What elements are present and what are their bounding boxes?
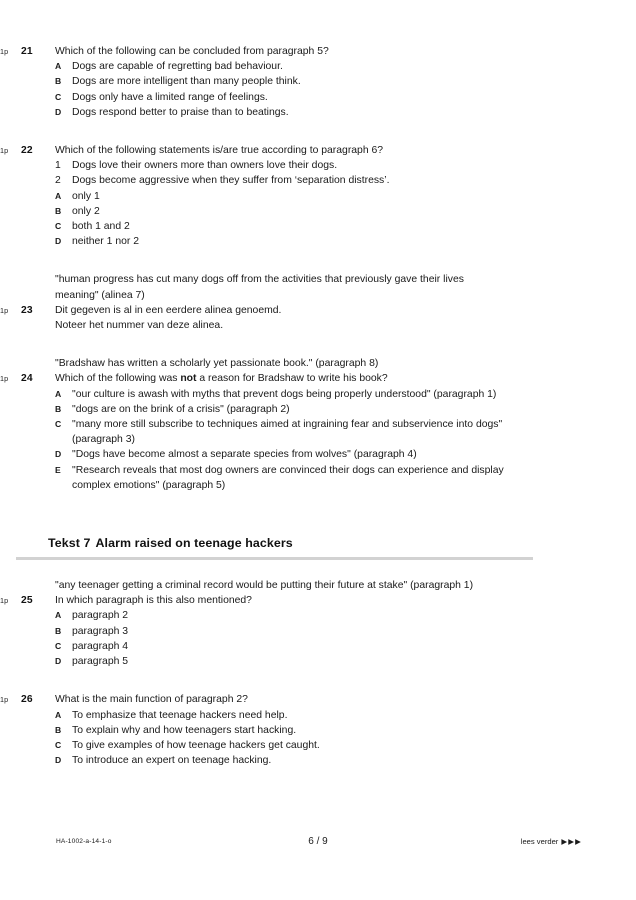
option-key: D xyxy=(55,755,62,766)
triangle-right-icon: ▶▶▶ xyxy=(561,837,582,846)
question-22-number: 22 xyxy=(21,145,33,157)
option-key: D xyxy=(55,106,62,117)
option-item[interactable] xyxy=(55,738,636,753)
option-key: C xyxy=(55,221,62,232)
question-23-number: 23 xyxy=(21,304,33,316)
option-item[interactable] xyxy=(55,90,636,105)
option-item[interactable] xyxy=(55,753,636,768)
page-footer xyxy=(0,836,636,856)
statement-key: 1 xyxy=(55,160,61,172)
option-item[interactable] xyxy=(55,189,636,204)
option-item[interactable] xyxy=(55,417,636,447)
option-text: only 1 xyxy=(72,190,100,202)
option-key: B xyxy=(55,403,62,414)
statement-text: Dogs become aggressive when they suffer from ‘separation distress’. xyxy=(72,175,390,187)
option-item[interactable] xyxy=(55,463,636,493)
exam-code: HA-1002-a-14-1-o xyxy=(56,838,112,845)
option-text: paragraph 3 xyxy=(72,625,129,637)
option-text: To introduce an expert on teenage hacking. xyxy=(72,755,272,767)
question-25-number: 25 xyxy=(21,595,33,607)
question-26-stem: What is the main function of paragraph 2? xyxy=(55,694,248,706)
option-text: To explain why and how teenagers start hacking. xyxy=(72,724,297,736)
question-23-quote-block xyxy=(0,272,636,302)
option-key: B xyxy=(55,625,62,636)
option-text: paragraph 4 xyxy=(72,640,129,652)
question-24-quote-block xyxy=(0,356,636,371)
option-text: Dogs are capable of regretting bad behaviour. xyxy=(72,61,283,73)
question-26 xyxy=(0,692,636,768)
option-item[interactable] xyxy=(55,402,636,417)
question-22-stem: Which of the following statements is/are true according to paragraph 6? xyxy=(55,145,384,157)
option-text: paragraph 2 xyxy=(72,610,129,622)
option-item[interactable] xyxy=(55,387,636,402)
option-text: To emphasize that teenage hackers need help. xyxy=(72,709,288,721)
question-23-instruction-line2: Noteer het nummer van deze alinea. xyxy=(55,320,224,332)
option-key: E xyxy=(55,464,61,475)
option-key: A xyxy=(55,61,62,72)
continue-notice xyxy=(521,837,582,846)
option-text: To give examples of how teenage hackers get caught. xyxy=(72,739,320,751)
heading-divider xyxy=(16,557,533,560)
option-key: C xyxy=(55,91,62,102)
option-key: B xyxy=(55,76,62,87)
statement-text: Dogs love their owners more than owners love their dogs. xyxy=(72,160,338,172)
option-key: D xyxy=(55,449,62,460)
question-23-quote: "human progress has cut many dogs off from the activities that previously gave their lives meaning" (alinea 7) xyxy=(55,274,464,301)
option-key: D xyxy=(55,656,62,667)
statement-item xyxy=(55,158,636,173)
option-item[interactable] xyxy=(55,105,636,120)
option-key: A xyxy=(55,190,62,201)
option-text: only 2 xyxy=(72,205,100,217)
page-number: 6 / 9 xyxy=(308,836,328,847)
question-26-options xyxy=(55,708,636,769)
question-26-marks: 1p xyxy=(0,695,9,705)
question-22-marks: 1p xyxy=(0,146,9,156)
question-25-marks: 1p xyxy=(0,596,9,606)
question-26-number: 26 xyxy=(21,694,33,706)
option-key: C xyxy=(55,739,62,750)
option-item[interactable] xyxy=(55,204,636,219)
option-item[interactable] xyxy=(55,608,636,623)
option-item[interactable] xyxy=(55,234,636,249)
option-text: Dogs only have a limited range of feelings. xyxy=(72,91,268,103)
question-24-stem-before: Which of the following was xyxy=(55,373,181,385)
question-22-statements xyxy=(55,158,636,188)
option-key: B xyxy=(55,724,62,735)
question-25-options xyxy=(55,608,636,669)
statement-item xyxy=(55,173,636,188)
question-24-stem-emphasis: not xyxy=(180,373,197,385)
question-25 xyxy=(0,593,636,669)
question-23-marks: 1p xyxy=(0,305,9,315)
text-section-heading xyxy=(16,535,533,560)
option-text: "Research reveals that most dog owners are convinced their dogs can experience and display complex emotions" (paragraph 5) xyxy=(72,464,504,491)
option-item[interactable] xyxy=(55,708,636,723)
question-24-quote: "Bradshaw has written a scholarly yet passionate book." (paragraph 8) xyxy=(55,358,379,370)
question-21 xyxy=(0,44,636,120)
question-21-stem: Which of the following can be concluded from paragraph 5? xyxy=(55,46,329,57)
statement-key: 2 xyxy=(55,175,61,187)
question-24-options xyxy=(55,387,636,493)
option-key: C xyxy=(55,640,62,651)
question-21-options xyxy=(55,59,636,120)
question-25-quote: "any teenager getting a criminal record would be putting their future at stake" (paragraph 1) xyxy=(55,580,474,592)
question-24-number: 24 xyxy=(21,373,33,385)
option-item[interactable] xyxy=(55,654,636,669)
question-24-stem xyxy=(55,371,636,386)
option-item[interactable] xyxy=(55,447,636,462)
option-key: A xyxy=(55,610,62,621)
option-key: D xyxy=(55,236,62,247)
option-key: A xyxy=(55,388,62,399)
option-key: B xyxy=(55,205,62,216)
option-item[interactable] xyxy=(55,59,636,74)
question-25-quote-block xyxy=(0,578,636,593)
option-text: "dogs are on the brink of a crisis" (paragraph 2) xyxy=(72,403,290,415)
question-21-number: 21 xyxy=(21,46,33,57)
option-text: neither 1 nor 2 xyxy=(72,236,140,248)
question-22-options xyxy=(55,189,636,250)
option-key: A xyxy=(55,709,62,720)
text-section-title: Alarm raised on teenage hackers xyxy=(95,536,293,551)
option-item[interactable] xyxy=(55,219,636,234)
option-item[interactable] xyxy=(55,723,636,738)
question-25-stem: In which paragraph is this also mentioned? xyxy=(55,595,252,607)
option-text: "our culture is awash with myths that prevent dogs being properly understood" (paragraph 1) xyxy=(72,388,497,400)
option-item[interactable] xyxy=(55,639,636,654)
option-text: Dogs are more intelligent than many people think. xyxy=(72,76,301,88)
question-24-stem-after: a reason for Bradshaw to write his book? xyxy=(196,373,388,385)
option-text: "Dogs have become almost a separate species from wolves" (paragraph 4) xyxy=(72,449,417,461)
option-item[interactable] xyxy=(55,74,636,89)
question-23 xyxy=(0,303,636,333)
option-key: C xyxy=(55,419,62,430)
text-section-label: Tekst 7 xyxy=(48,536,91,551)
option-text: Dogs respond better to praise than to beatings. xyxy=(72,106,289,118)
question-24-marks: 1p xyxy=(0,374,9,384)
option-text: paragraph 5 xyxy=(72,656,129,668)
text-section-title-line xyxy=(16,535,533,552)
option-item[interactable] xyxy=(55,624,636,639)
question-22 xyxy=(0,143,636,249)
question-23-instruction-line1: Dit gegeven is al in een eerdere alinea genoemd. xyxy=(55,304,282,316)
continue-label: lees verder xyxy=(520,837,559,846)
question-21-marks: 1p xyxy=(0,47,9,56)
option-text: "many more still subscribe to techniques aimed at ingraining fear and subservience into dogs" (paragraph 3) xyxy=(72,419,503,446)
question-24 xyxy=(0,371,636,493)
option-text: both 1 and 2 xyxy=(72,221,130,233)
